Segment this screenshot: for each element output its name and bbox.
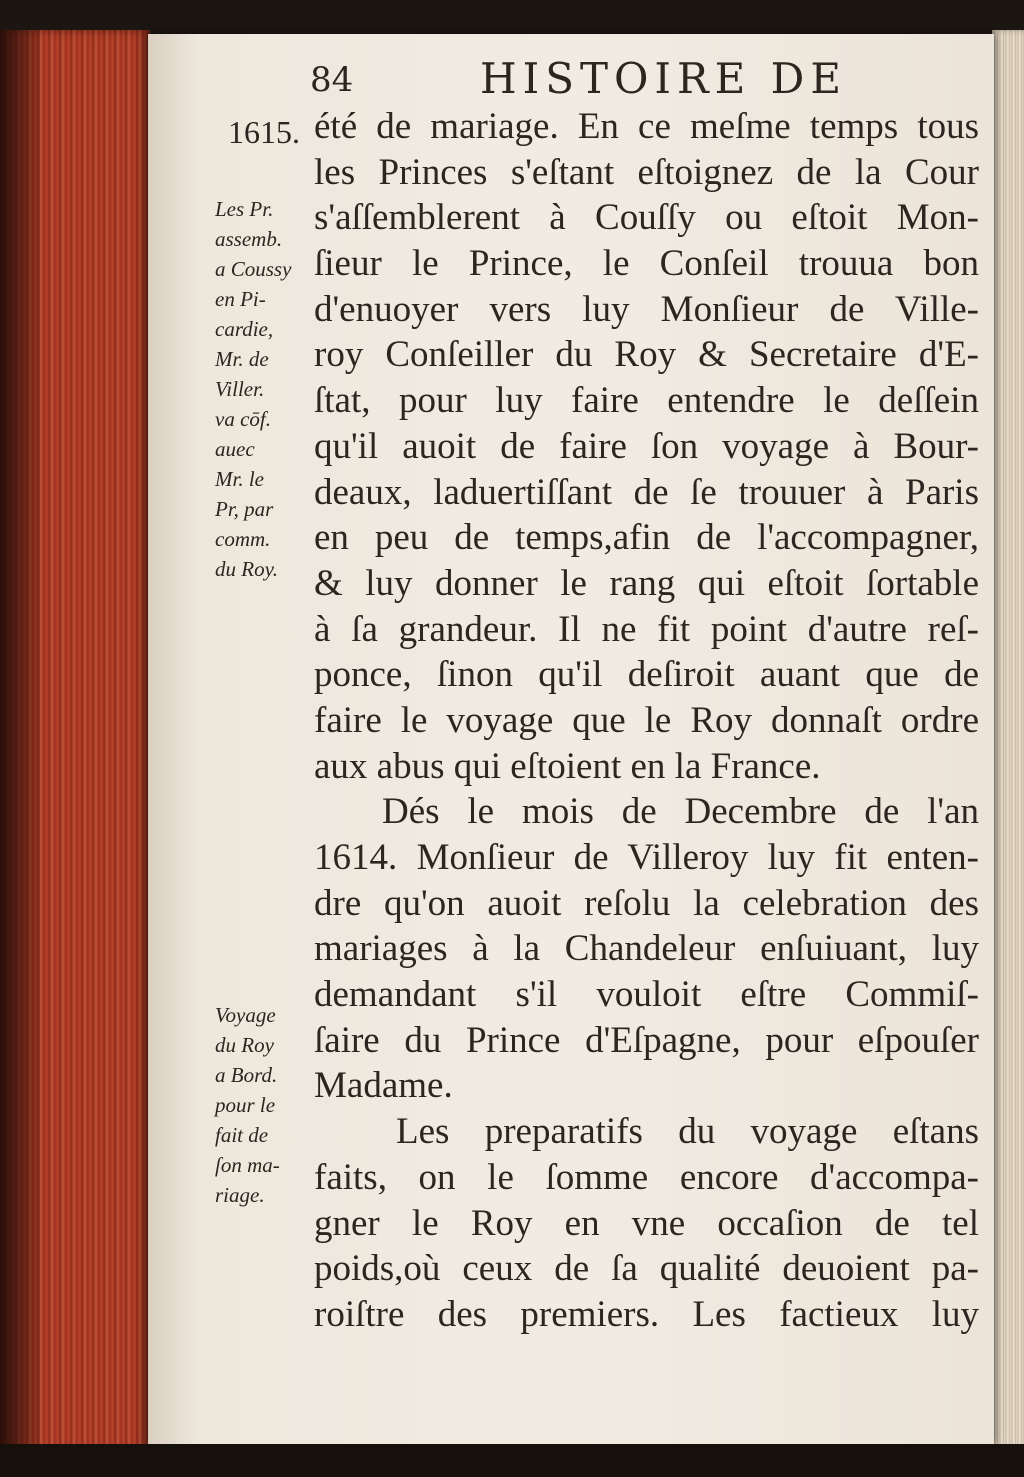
text-line: mariages à la Chandeleur enſuiuant, luy <box>314 928 979 970</box>
margin-note-assembly <box>215 194 315 584</box>
margin-note-voyage <box>215 1000 315 1210</box>
text-line: aux abus qui eſtoient en la France. <box>314 745 821 787</box>
text-line: poids,où ceux de ſa qualité deuoient pa- <box>314 1248 979 1290</box>
page-number: 84 <box>310 60 354 100</box>
text-line: deaux, laduertiſſant de ſe trouuer à Paris <box>314 471 979 513</box>
text-line: Les preparatifs du voyage eſtans <box>396 1111 979 1153</box>
margin-year: 1615. <box>228 114 300 150</box>
text-line: faire le voyage que le Roy donnaſt ordre <box>314 699 979 741</box>
text-line: été de mariage. En ce meſme temps tous <box>314 106 979 147</box>
text-line: Dés le mois de Decembre de l'an <box>382 791 979 833</box>
text-line: demandant s'il vouloit eſtre Commiſ- <box>314 974 979 1016</box>
text-line: dre qu'on auoit reſolu la celebration des <box>314 882 979 924</box>
margin-note-line: va cōf. <box>215 407 271 431</box>
margin-note-line: en Pi- <box>215 287 266 311</box>
margin-note-line: Viller. <box>215 377 265 401</box>
margin-note-line: du Roy. <box>215 557 278 581</box>
text-line: qu'il auoit de faire ſon voyage à Bour- <box>314 425 979 467</box>
margin-note-line: a Bord. <box>215 1063 278 1087</box>
text-line: Madame. <box>314 1065 453 1107</box>
margin-note-line: cardie, <box>215 317 274 341</box>
text-line: s'aſſemblerent à Couſſy ou eſtoit Mon- <box>314 197 979 239</box>
bottom-shadow <box>0 1444 1024 1477</box>
margin-note-line: fait de <box>215 1123 269 1147</box>
text-line: d'enuoyer vers luy Monſieur de Ville- <box>314 288 979 330</box>
text-line: ſtat, pour luy faire entendre le deſſein <box>314 380 979 422</box>
text-line: & luy donner le rang qui eſtoit ſortable <box>314 562 979 604</box>
right-page-edges <box>992 30 1024 1460</box>
left-page-edges <box>0 30 150 1460</box>
margin-note-line: comm. <box>215 527 271 551</box>
text-line: 1614. Monſieur de Villeroy luy fit enten- <box>314 837 979 878</box>
margin-note-line: Voyage <box>215 1003 276 1027</box>
text-line: roiſtre des premiers. Les factieux luy <box>314 1293 979 1335</box>
margin-note-line: ſon ma- <box>215 1153 280 1177</box>
text-line: en peu de temps,afin de l'accompagner, <box>314 517 979 559</box>
text-line: roy Conſeiller du Roy & Secretaire d'E- <box>314 334 979 376</box>
margin-note-line: Les Pr. <box>215 197 274 221</box>
text-line: faits, on le ſomme encore d'accompa- <box>314 1156 979 1198</box>
text-line: ponce, ſinon qu'il deſiroit auant que de <box>314 654 979 696</box>
body-text <box>314 104 979 1338</box>
margin-note-line: Mr. le <box>215 467 264 491</box>
margin-note-line: riage. <box>215 1183 265 1207</box>
running-head: HISTOIRE DE <box>480 54 847 103</box>
margin-note-line: Pr, par <box>215 497 274 521</box>
page-header <box>310 54 950 110</box>
margin-note-line: Mr. de <box>215 347 269 371</box>
margin-note-line: pour le <box>215 1093 276 1117</box>
margin-note-line: assemb. <box>215 227 283 251</box>
text-line: à ſa grandeur. Il ne fit point d'autre reſ- <box>314 608 979 650</box>
margin-note-line: du Roy <box>215 1033 274 1057</box>
text-line: ſieur le Prince, le Conſeil trouua bon <box>314 243 979 285</box>
text-line: gner le Roy en vne occaſion de tel <box>314 1202 979 1244</box>
text-line: les Princes s'eſtant eſtoignez de la Cour <box>314 151 979 193</box>
text-line: ſaire du Prince d'Eſpagne, pour eſpouſer <box>314 1019 979 1061</box>
margin-note-line: auec <box>215 437 255 461</box>
margin-note-line: a Coussy <box>215 257 292 281</box>
